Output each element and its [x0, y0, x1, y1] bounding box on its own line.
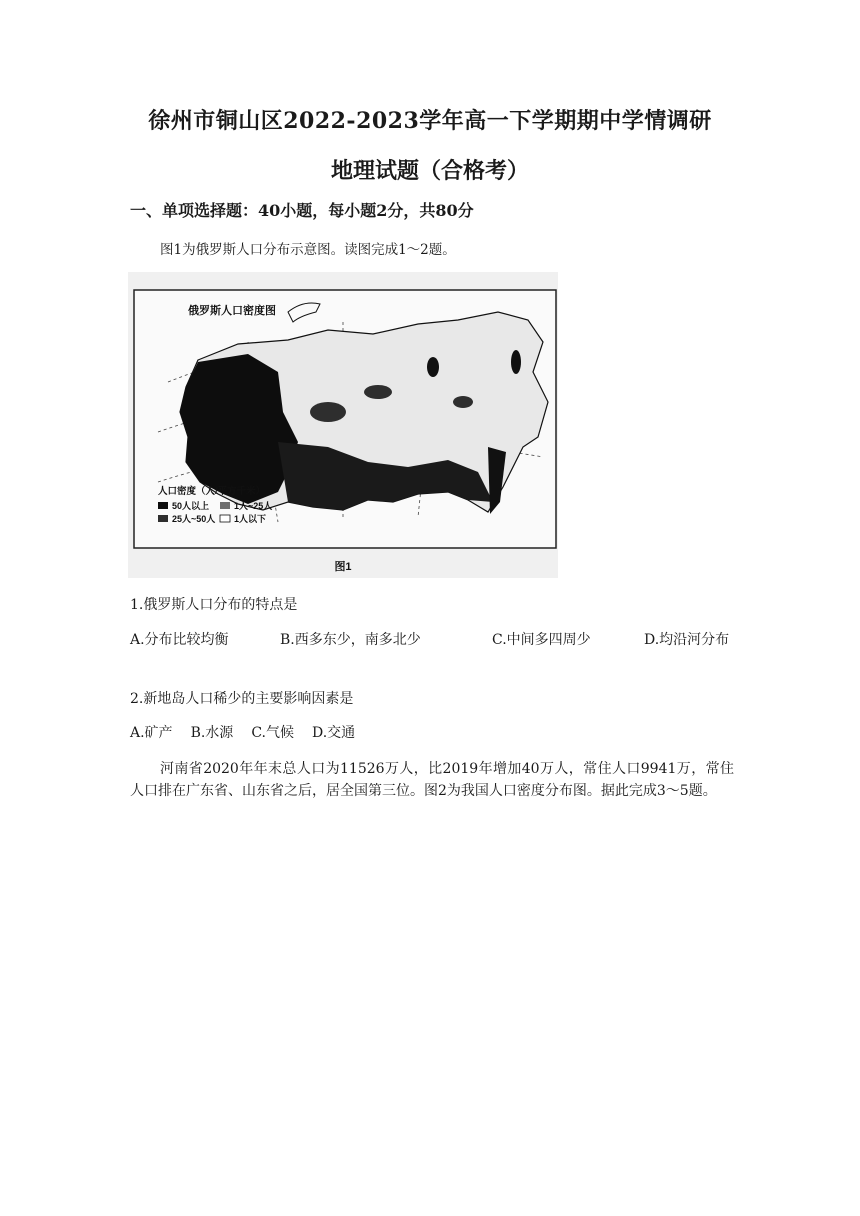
question-2-option-a[interactable]: A.矿产 [130, 725, 173, 741]
question-2-option-b[interactable]: B.水源 [190, 725, 234, 741]
henan-population-paragraph: 河南省2020年年末总人口为11526万人，比2019年增加40万人，常住人口9941万，常住人口排在广东省、山东省之后，居全国第三位。图2为我国人口密度分布图。据此完成3～5题。 [130, 761, 734, 799]
question-1-option-c[interactable]: C.中间多四周少 [492, 632, 591, 648]
legend-label: 1人以下 [234, 514, 267, 524]
legend-title: 人口密度（人/平方千米） [158, 486, 266, 497]
question-1-option-a[interactable]: A.分布比较均衡 [130, 632, 229, 648]
question-2-options [130, 722, 373, 742]
document-title: 徐州市铜山区2022-2023学年高一下学期期中学情调研 [148, 108, 712, 134]
question-2-option-d[interactable]: D.交通 [311, 725, 356, 741]
legend-swatch [220, 502, 230, 509]
question-1-options [130, 628, 732, 652]
question-2-stem: 2.新地岛人口稀少的主要影响因素是 [130, 691, 354, 707]
legend-label: 50人以上 [172, 501, 210, 511]
question-2-option-c[interactable]: C.气候 [251, 725, 294, 741]
section-heading: 一、单项选择题：40小题，每小题2分，共80分 [130, 201, 474, 220]
figure-caption: 图1 [334, 561, 352, 573]
legend-label: 1人~25人 [234, 501, 273, 511]
legend-swatch [158, 515, 168, 522]
russia-population-map-figure [128, 272, 558, 578]
figure-intro: 图1为俄罗斯人口分布示意图。读图完成1～2题。 [160, 242, 456, 258]
russia-map-image [128, 272, 558, 578]
question-1-option-d[interactable]: D.均沿河分布 [644, 632, 730, 648]
map-title: 俄罗斯人口密度图 [188, 305, 276, 317]
question-1-stem: 1.俄罗斯人口分布的特点是 [130, 597, 298, 613]
legend-swatch [158, 502, 168, 509]
document-subtitle: 地理试题（合格考） [330, 158, 529, 184]
question-1-option-b[interactable]: B.西多东少，南多北少 [280, 632, 421, 648]
legend-label: 25人~50人 [172, 514, 216, 524]
legend-swatch [220, 515, 230, 522]
